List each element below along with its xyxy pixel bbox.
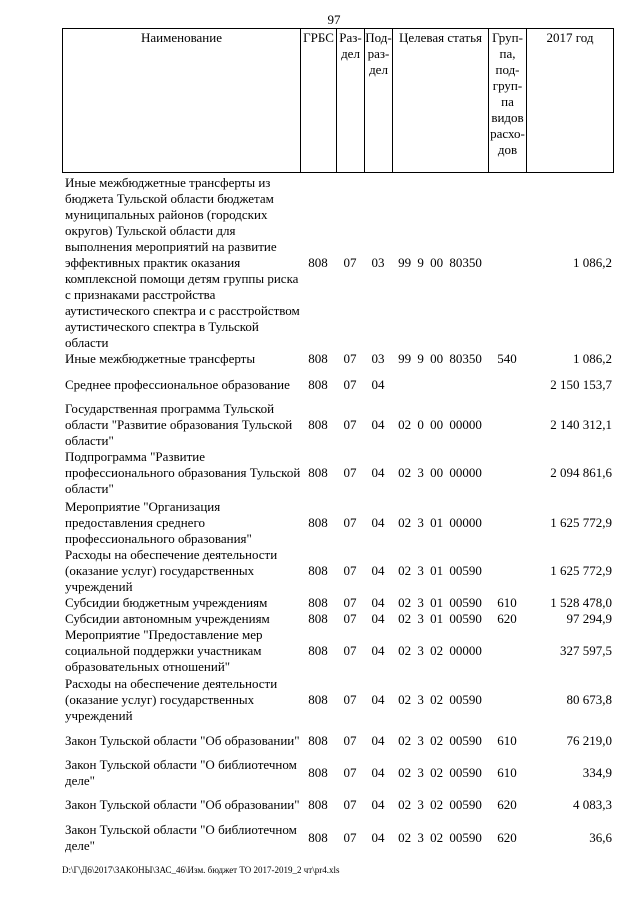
subsection-code: 03	[371, 255, 385, 270]
section-code: 07	[343, 351, 357, 366]
expense-group-code: 620	[497, 611, 517, 626]
amount-2017: 36,6	[589, 830, 612, 845]
section-code: 07	[343, 563, 357, 578]
target-article-code: 02 3 00 00000	[398, 465, 482, 480]
row-name: Иные межбюджетные трансферты	[65, 351, 256, 366]
grbs-code: 808	[308, 643, 328, 658]
table-row	[62, 733, 614, 749]
amount-2017: 1 086,2	[573, 351, 612, 366]
subsection-code: 04	[371, 563, 385, 578]
amount-2017: 97 294,9	[566, 611, 612, 626]
table-row	[62, 627, 614, 675]
amount-2017: 1 528 478,0	[550, 595, 612, 610]
subsection-code: 04	[371, 465, 385, 480]
grbs-code: 808	[308, 611, 328, 626]
amount-2017: 4 083,3	[573, 797, 612, 812]
expense-group-code: 540	[497, 351, 517, 366]
row-name: Иные межбюджетные трансферты из бюджета Тульской области бюджетам муниципальных районов (городских округов) Тульской области для выполнения мероприятий на развитие эффективных практик оказания комплексной помощи детям группы риска с признаками расстройства аутистического спектра и с расстройством аутистического спектра в Тульской области	[65, 175, 300, 350]
amount-2017: 80 673,8	[566, 692, 612, 707]
section-code: 07	[343, 643, 357, 658]
row-name: Мероприятие "Организация предоставления среднего профессионального образования"	[65, 499, 252, 546]
subsection-code: 04	[371, 417, 385, 432]
target-article-code: 02 3 02 00000	[398, 643, 482, 658]
grbs-code: 808	[308, 733, 328, 748]
subsection-code: 04	[371, 377, 385, 392]
section-code: 07	[343, 417, 357, 432]
amount-2017: 76 219,0	[566, 733, 612, 748]
target-article-code: 02 3 02 00590	[398, 797, 482, 812]
subsection-code: 04	[371, 643, 385, 658]
row-name: Закон Тульской области "О библиотечном деле"	[65, 822, 297, 853]
grbs-code: 808	[308, 417, 328, 432]
row-name: Расходы на обеспечение деятельности (оказание услуг) государственных учреждений	[65, 547, 278, 594]
subsection-code: 04	[371, 830, 385, 845]
header-subsection: Под- раз- дел	[364, 28, 392, 173]
grbs-code: 808	[308, 595, 328, 610]
target-article-code: 02 3 02 00590	[398, 830, 482, 845]
table-row	[62, 377, 614, 393]
target-article-code: 99 9 00 80350	[398, 351, 482, 366]
row-name: Закон Тульской области "О библиотечном деле"	[65, 757, 297, 788]
amount-2017: 1 625 772,9	[550, 563, 612, 578]
target-article-code: 99 9 00 80350	[398, 255, 482, 270]
section-code: 07	[343, 465, 357, 480]
expense-group-code: 620	[497, 830, 517, 845]
footer-file-path: D:\Г\Д6\2017\ЗАКОНЫ\ЗАС_46\Изм. бюджет ТО 2017-2019_2 чт\pr4.xls	[62, 865, 340, 875]
grbs-code: 808	[308, 765, 328, 780]
expense-group-code: 620	[497, 797, 517, 812]
row-name: Расходы на обеспечение деятельности (оказание услуг) государственных учреждений	[65, 676, 278, 723]
subsection-code: 04	[371, 765, 385, 780]
grbs-code: 808	[308, 515, 328, 530]
section-code: 07	[343, 255, 357, 270]
table-header	[62, 28, 614, 173]
page-number: 97	[327, 12, 341, 27]
section-code: 07	[343, 830, 357, 845]
grbs-code: 808	[308, 563, 328, 578]
section-code: 07	[343, 611, 357, 626]
table-body	[62, 173, 614, 854]
row-name: Закон Тульской области "Об образовании"	[65, 733, 300, 748]
row-name: Государственная программа Тульской области "Развитие образования Тульской области"	[65, 401, 293, 448]
table-row	[62, 499, 614, 547]
amount-2017: 1 625 772,9	[550, 515, 612, 530]
grbs-code: 808	[308, 797, 328, 812]
target-article-code: 02 3 01 00590	[398, 563, 482, 578]
amount-2017: 2 140 312,1	[550, 417, 612, 432]
expense-group-code: 610	[497, 595, 517, 610]
row-name: Подпрограмма "Развитие профессионального образования Тульской области"	[65, 449, 301, 496]
amount-2017: 327 597,5	[560, 643, 612, 658]
row-name: Среднее профессиональное образование	[65, 377, 290, 392]
header-grbs: ГРБС	[300, 28, 336, 173]
header-target-article: Целевая статья	[392, 28, 488, 173]
table-row	[62, 595, 614, 611]
table-row	[62, 822, 614, 854]
target-article-code: 02 0 00 00000	[398, 417, 482, 432]
amount-2017: 2 150 153,7	[550, 377, 612, 392]
grbs-code: 808	[308, 377, 328, 392]
subsection-code: 03	[371, 351, 385, 366]
row-name: Субсидии бюджетным учреждениям	[65, 595, 268, 610]
header-section: Раз- дел	[336, 28, 364, 173]
table-row	[62, 676, 614, 724]
header-year: 2017 год	[526, 28, 614, 173]
row-name: Закон Тульской области "Об образовании"	[65, 797, 300, 812]
expense-group-code: 610	[497, 733, 517, 748]
table-row	[62, 547, 614, 595]
table-row	[62, 611, 614, 627]
table-row	[62, 797, 614, 813]
expense-group-code: 610	[497, 765, 517, 780]
section-code: 07	[343, 595, 357, 610]
target-article-code: 02 3 02 00590	[398, 692, 482, 707]
target-article-code: 02 3 02 00590	[398, 765, 482, 780]
target-article-code: 02 3 02 00590	[398, 733, 482, 748]
subsection-code: 04	[371, 611, 385, 626]
row-name: Мероприятие "Предоставление мер социальной поддержки участникам образовательных отношений"	[65, 627, 263, 674]
section-code: 07	[343, 692, 357, 707]
amount-2017: 2 094 861,6	[550, 465, 612, 480]
table-row	[62, 351, 614, 367]
amount-2017: 334,9	[582, 765, 612, 780]
section-code: 07	[343, 797, 357, 812]
grbs-code: 808	[308, 351, 328, 366]
section-code: 07	[343, 515, 357, 530]
header-expense-group: Груп- па, под- груп- па видов расхо- дов	[488, 28, 526, 173]
grbs-code: 808	[308, 692, 328, 707]
target-article-code: 02 3 01 00000	[398, 515, 482, 530]
subsection-code: 04	[371, 797, 385, 812]
section-code: 07	[343, 733, 357, 748]
grbs-code: 808	[308, 255, 328, 270]
table-row	[62, 449, 614, 497]
section-code: 07	[343, 377, 357, 392]
grbs-code: 808	[308, 465, 328, 480]
subsection-code: 04	[371, 733, 385, 748]
target-article-code: 02 3 01 00590	[398, 595, 482, 610]
subsection-code: 04	[371, 515, 385, 530]
row-name: Субсидии автономным учреждениям	[65, 611, 270, 626]
table-row	[62, 175, 614, 351]
subsection-code: 04	[371, 595, 385, 610]
target-article-code: 02 3 01 00590	[398, 611, 482, 626]
amount-2017: 1 086,2	[573, 255, 612, 270]
section-code: 07	[343, 765, 357, 780]
header-name: Наименование	[62, 28, 300, 173]
subsection-code: 04	[371, 692, 385, 707]
grbs-code: 808	[308, 830, 328, 845]
table-row	[62, 401, 614, 449]
table-row	[62, 757, 614, 789]
